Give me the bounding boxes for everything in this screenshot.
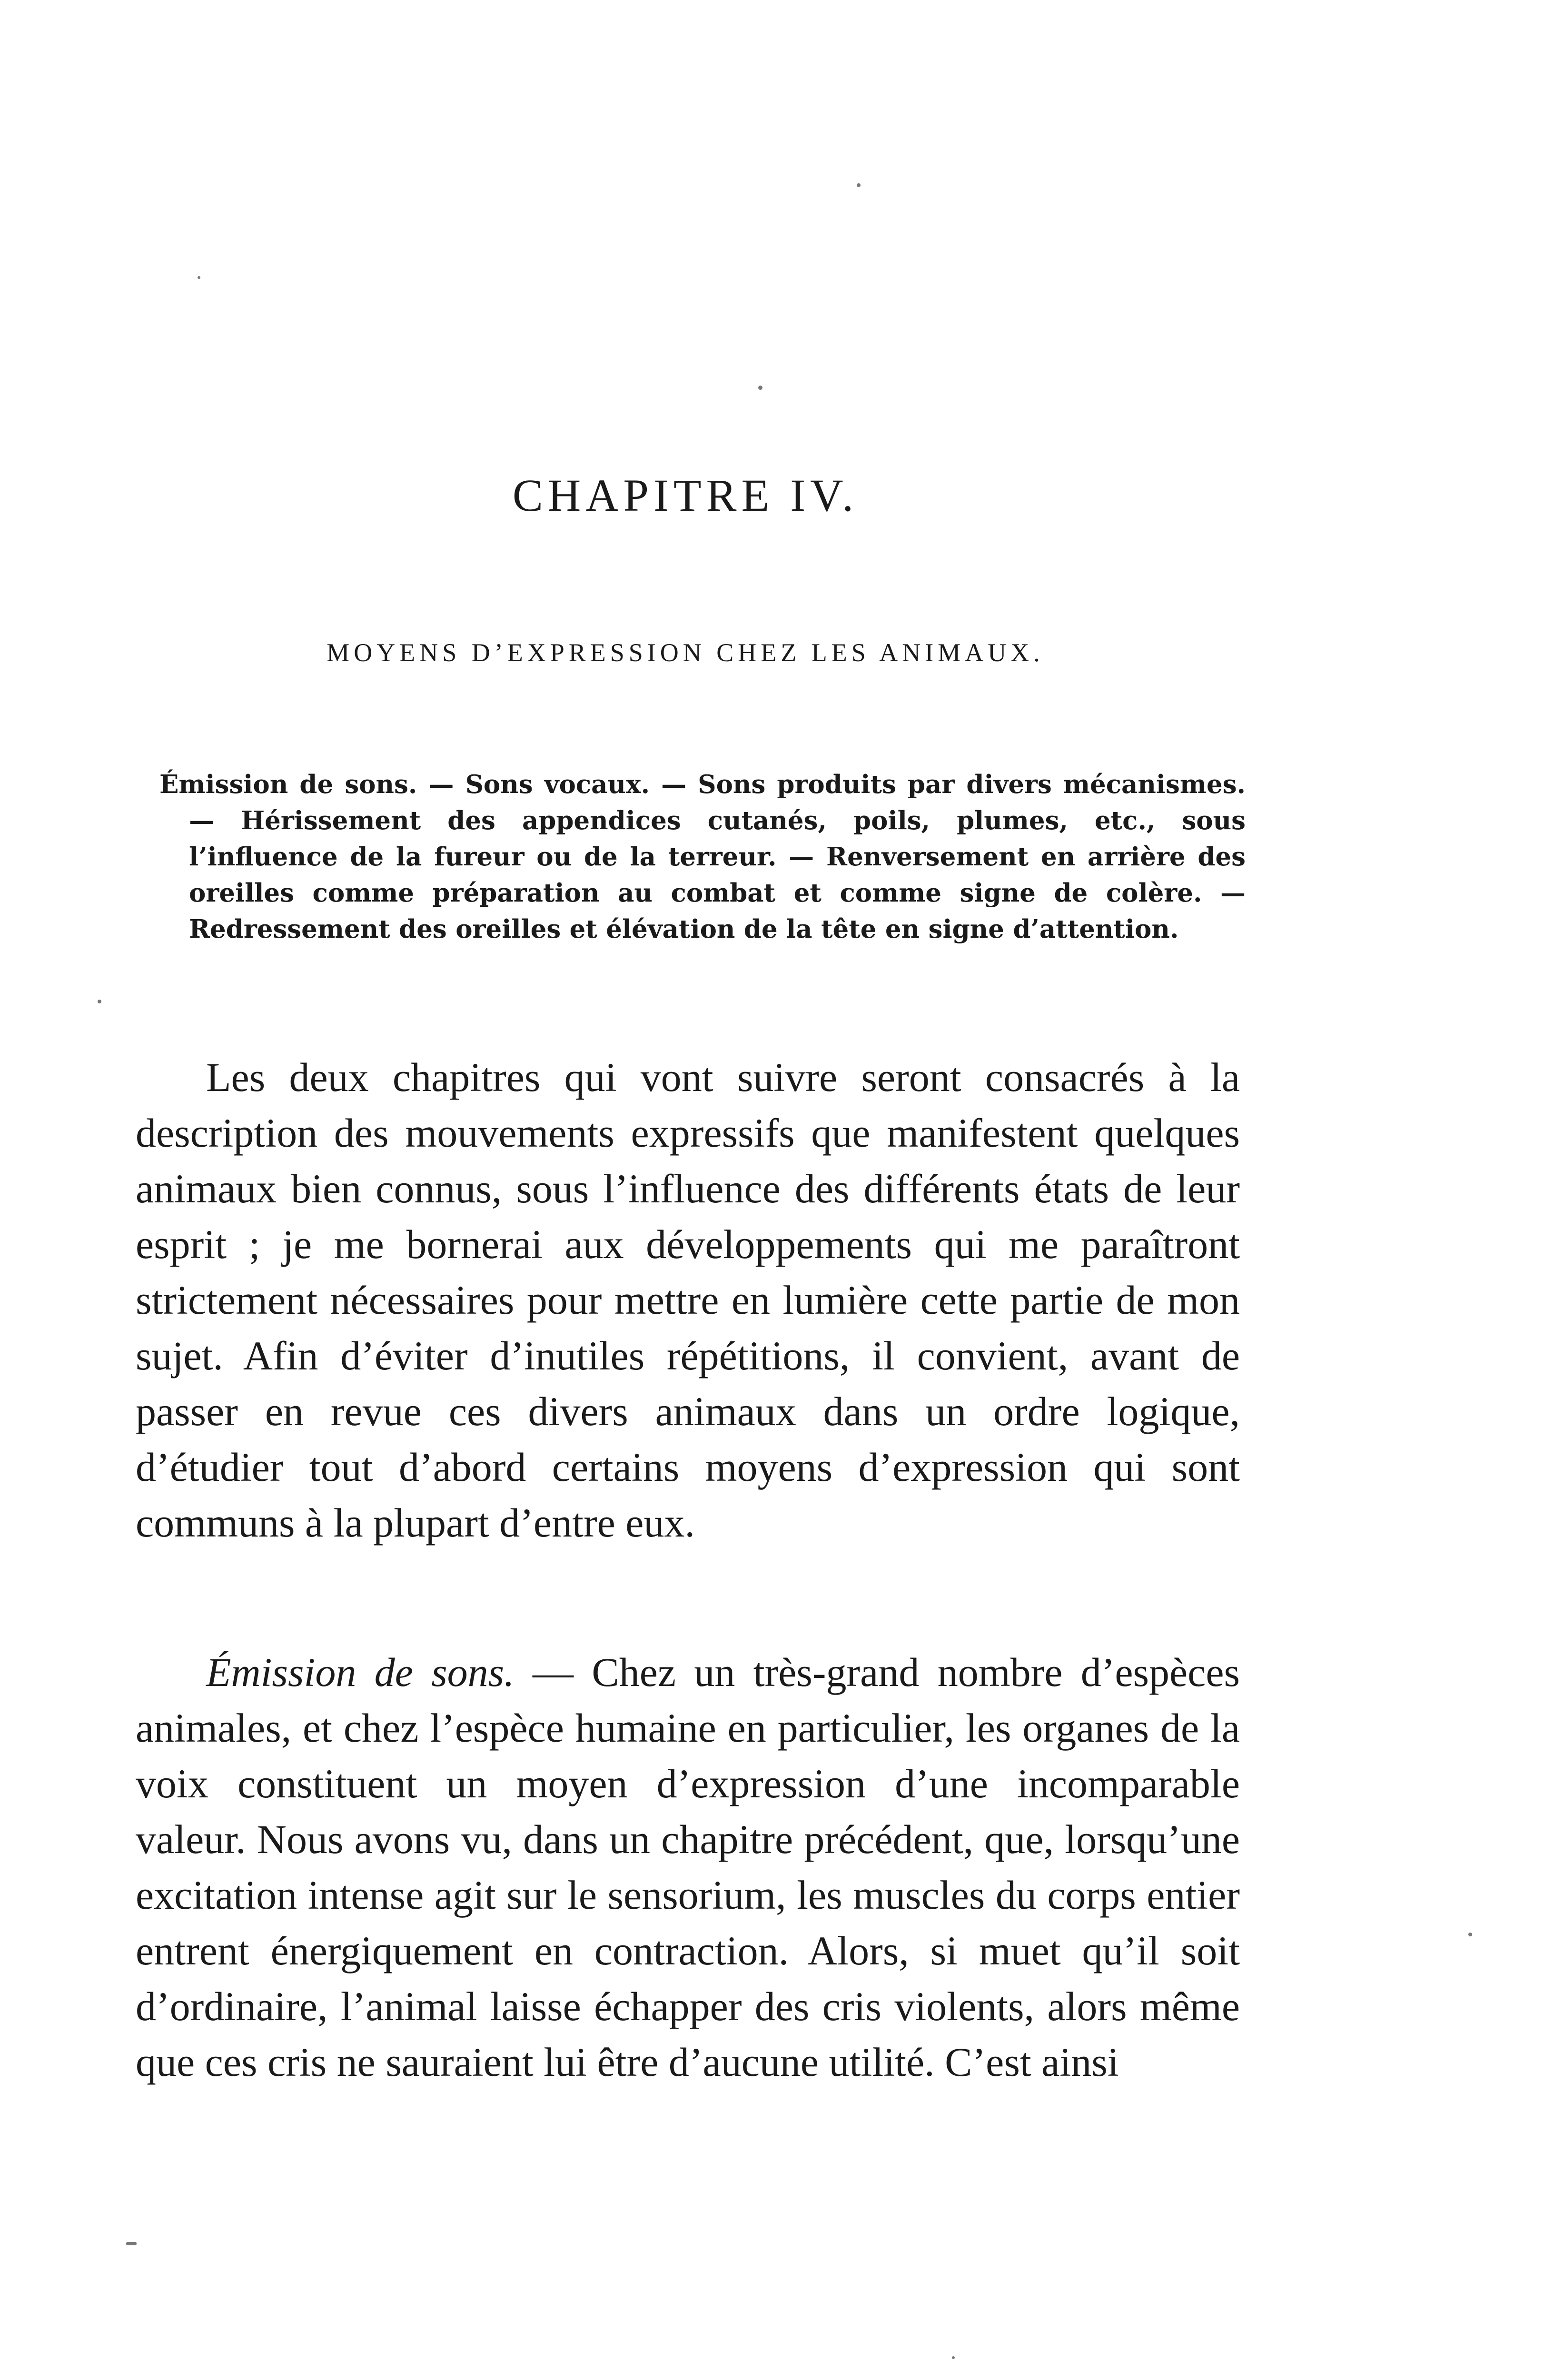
scan-speck — [857, 183, 861, 187]
paragraph-emission-body: — Chez un très-grand nombre d’espèces animales, et chez l’espèce humaine en particulier, les organes de la voix constituent un moyen d’expression d’une incomparable valeur. Nous avons vu, dans un chapitre précédent, que, lorsqu’une excitation intense agit sur le sensorium, les muscles du corps entier entrent énergiquement en contraction. Alors, si muet qu’il soit d’ordinaire, l’animal laisse échapper des cris violents, alors même que ces cris ne sauraient lui être d’aucune utilité. C’est ainsi — [136, 1649, 1240, 2085]
paragraph-intro: Les deux chapitres qui vont suivre seront consacrés à la description des mouvements expressifs que manifestent quelques animaux bien connus, sous l’influence des différents états de leur esprit ; je me bornerai aux développements qui me paraîtront strictement nécessaires pour mettre en lumière cette partie de mon sujet. Afin d’éviter d’inutiles répétitions, il convient, avant de passer en revue ces divers animaux dans un ordre logique, d’étudier tout d’abord certains moyens d’expression qui sont communs à la plupart d’entre eux. — [136, 1054, 1240, 1546]
scan-speck — [98, 1000, 101, 1003]
scan-speck — [126, 2242, 137, 2245]
scan-speck — [1468, 1933, 1472, 1936]
chapter-summary: Émission de sons. — Sons vocaux. — Sons produits par divers mécanismes. — Hérissement des appendices cutanés, poils, plumes, etc., sous l’influence de la fureur ou de la terreur. — Renversement en arrière des oreilles comme préparation au combat et comme signe de colère. — Redressement des oreilles et élévation de la tête en signe d’attention. — [159, 770, 1246, 944]
scan-speck — [952, 2356, 955, 2359]
scan-speck — [198, 276, 200, 279]
chapter-title: CHAPITRE IV. — [512, 470, 859, 521]
paragraph-emission — [136, 1645, 1240, 2090]
chapter-subtitle: MOYENS D’EXPRESSION CHEZ LES ANIMAUX. — [327, 638, 1044, 667]
scan-speck — [758, 386, 762, 390]
section-heading-emission: Émission de sons. — [206, 1649, 515, 1695]
